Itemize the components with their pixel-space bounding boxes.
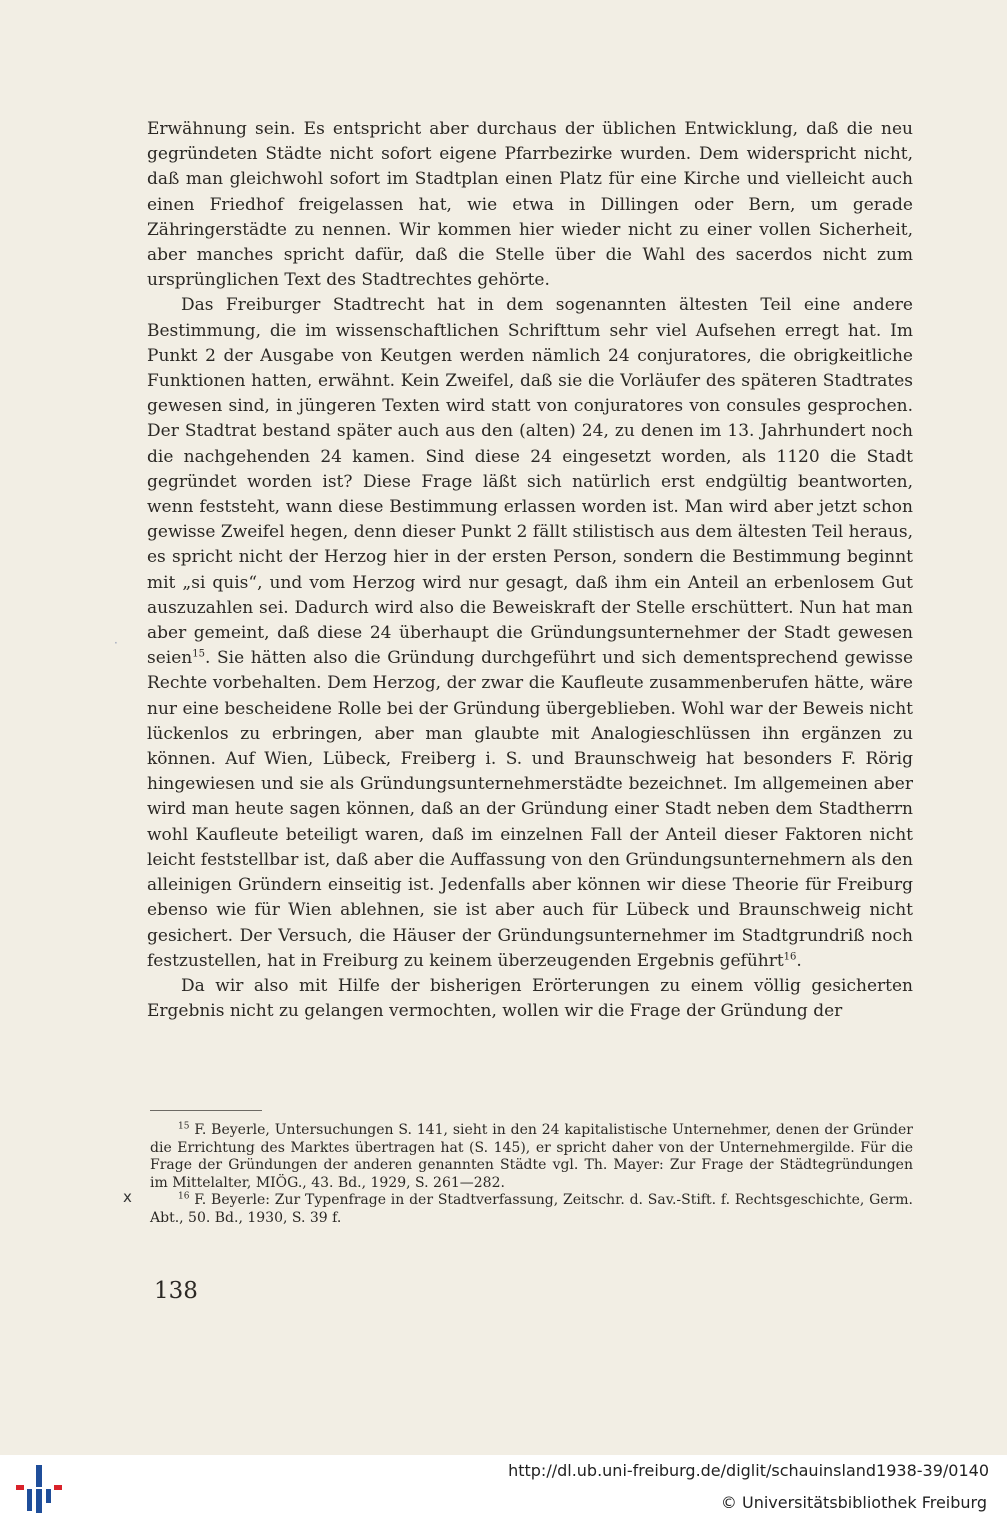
paragraph-3-tail: . <box>796 950 802 971</box>
footer-bar <box>0 1455 1007 1523</box>
paragraph-3-text: Gründung durchgeführt und sich dementsprechend gewisse Rechte vorbehalten. Dem Herzog, der zwar die Kaufleute zusammenberufen hätte, wäre nur eine bescheidene Rolle bei der Gründung übergeblieben. Wohl war der Beweis nicht lückenlos zu erbringen, aber man glaubte mit Analogieschlüssen ihn ergänzen zu können. Auf Wien, Lübeck, Freiberg i. S. und Braunschweig hat besonders F. Rörig hingewiesen und sie als Gründungsunternehmerstädte bezeichnet. Im allgemeinen aber wird man heute sagen können, daß an der Gründung einer Stadt neben dem Stadtherrn wohl Kaufleute beteiligt waren, daß im einzelnen Fall der Anteil dieser Faktoren nicht leicht feststellbar ist, daß aber die Auffassung von den Gründungsunternehmern als den alleinigen Gründern einseitig ist. Jedenfalls aber können wir diese Theorie für Freiburg ebenso wie für Wien ablehnen, sie ist aber auch für Lübeck und Braunschweig nicht gesichert. Der Versuch, die Häuser der Gründungsunternehmer im Stadtgrundriß noch festzustellen, hat in Freiburg zu keinem überzeugenden Ergebnis geführt <box>147 648 914 971</box>
footnote-number: 16 <box>178 1191 190 1202</box>
footnote-15 <box>150 1122 913 1192</box>
paragraph-2-tail: . Sie hätten also die <box>204 648 388 669</box>
ub-freiburg-logo-icon[interactable] <box>14 1463 64 1515</box>
footnote-text: F. Beyerle: Zur Typenfrage in der Stadtverfassung, Zeitschr. d. Sav.-Stift. f. Rechtsgeschichte, Germ. Abt., 50. Bd., 1930, S. 39 f. <box>150 1192 914 1226</box>
page-number: 138 <box>154 1278 198 1304</box>
copyright-text: © Universitätsbibliothek Freiburg <box>720 1493 987 1512</box>
margin-dot-mark: · <box>114 636 118 650</box>
document-url-link[interactable]: http://dl.ub.uni-freiburg.de/diglit/schauinsland1938-39/0140 <box>508 1461 989 1480</box>
footnote-separator <box>150 1110 262 1111</box>
footnotes <box>150 1122 913 1227</box>
footnote-ref-16: 16 <box>783 951 797 963</box>
body-text <box>147 117 913 1024</box>
footnote-ref-15: 15 <box>192 648 205 660</box>
margin-x-mark: x <box>123 1188 132 1206</box>
paragraph-1: Erwähnung sein. Es entspricht aber durchaus der üblichen Entwicklung, daß die neu gegründeten Städte nicht sofort eigene Pfarrbezirke wurden. Dem widerspricht nicht, daß man gleichwohl sofort im Stadtplan einen Platz für eine Kirche und vielleicht auch einen Friedhof freigelassen hat, wie etwa in Dillingen oder Bern, um gerade Zähringerstädte zu nennen. Wir kommen hier wieder nicht zu einer vollen Sicherheit, aber manches spricht dafür, daß die Stelle über die Wahl des sacerdos nicht zum ursprünglichen Text des Stadtrechtes gehörte. <box>147 119 913 291</box>
footnote-16 <box>150 1192 913 1227</box>
footnote-number: 15 <box>178 1121 190 1132</box>
paragraph-4: Da wir also mit Hilfe der bisherigen Erörterungen zu einem völlig gesicherten Ergebnis nicht zu gelangen vermochten, wollen wir die Frage der Gründung der <box>147 975 913 1022</box>
paragraph-2 <box>147 293 913 973</box>
footnote-text: F. Beyerle, Untersuchungen S. 141, sieht in den 24 kapitalistische Unternehmer, denen der Gründer die Errichtung des Marktes übertragen hat (S. 145), er spricht daher von der Unternehmergilde. Für die Frage der Gründungen der anderen genannten Städte vgl. Th. Mayer: Zur Frage der Städtegründungen im Mittelalter, MIÖG., 43. Bd., 1929, S. 261—282. <box>150 1122 913 1191</box>
paragraph-2-text: Das Freiburger Stadtrecht hat in dem sogenannten ältesten Teil eine andere Bestimmung, die im wissenschaftlichen Schrifttum sehr viel Aufsehen erregt hat. Im Punkt 2 der Ausgabe von Keutgen werden nämlich 24 conjuratores, die obrigkeitliche Funktionen hatten, erwähnt. Kein Zweifel, daß sie die Vorläufer des späteren Stadtrates gewesen sind, in jüngeren Texten wird statt von conjuratores von consules gesprochen. Der Stadtrat bestand später auch aus den (alten) 24, zu denen im 13. Jahrhundert noch die nachgehenden 24 kamen. Sind diese 24 eingesetzt worden, als 1120 die Stadt gegründet worden ist? Diese Frage läßt sich natürlich erst endgültig beantworten, wenn feststeht, wann diese Bestimmung erlassen worden ist. Man wird aber jetzt schon gewisse Zweifel hegen, denn dieser Punkt 2 fällt stilistisch aus dem ältesten Teil heraus, es spricht nicht der Herzog hier in der ersten Person, sondern die Bestimmung beginnt mit „si quis“, und vom Herzog wird nur gesagt, daß ihm ein Anteil an erbenlosem Gut auszuzahlen sei. Dadurch wird also die Beweiskraft der Stelle erschüttert. Nun hat man aber gemeint, daß diese 24 überhaupt die Gründungsunternehmer der Stadt gewesen seien <box>147 295 913 669</box>
